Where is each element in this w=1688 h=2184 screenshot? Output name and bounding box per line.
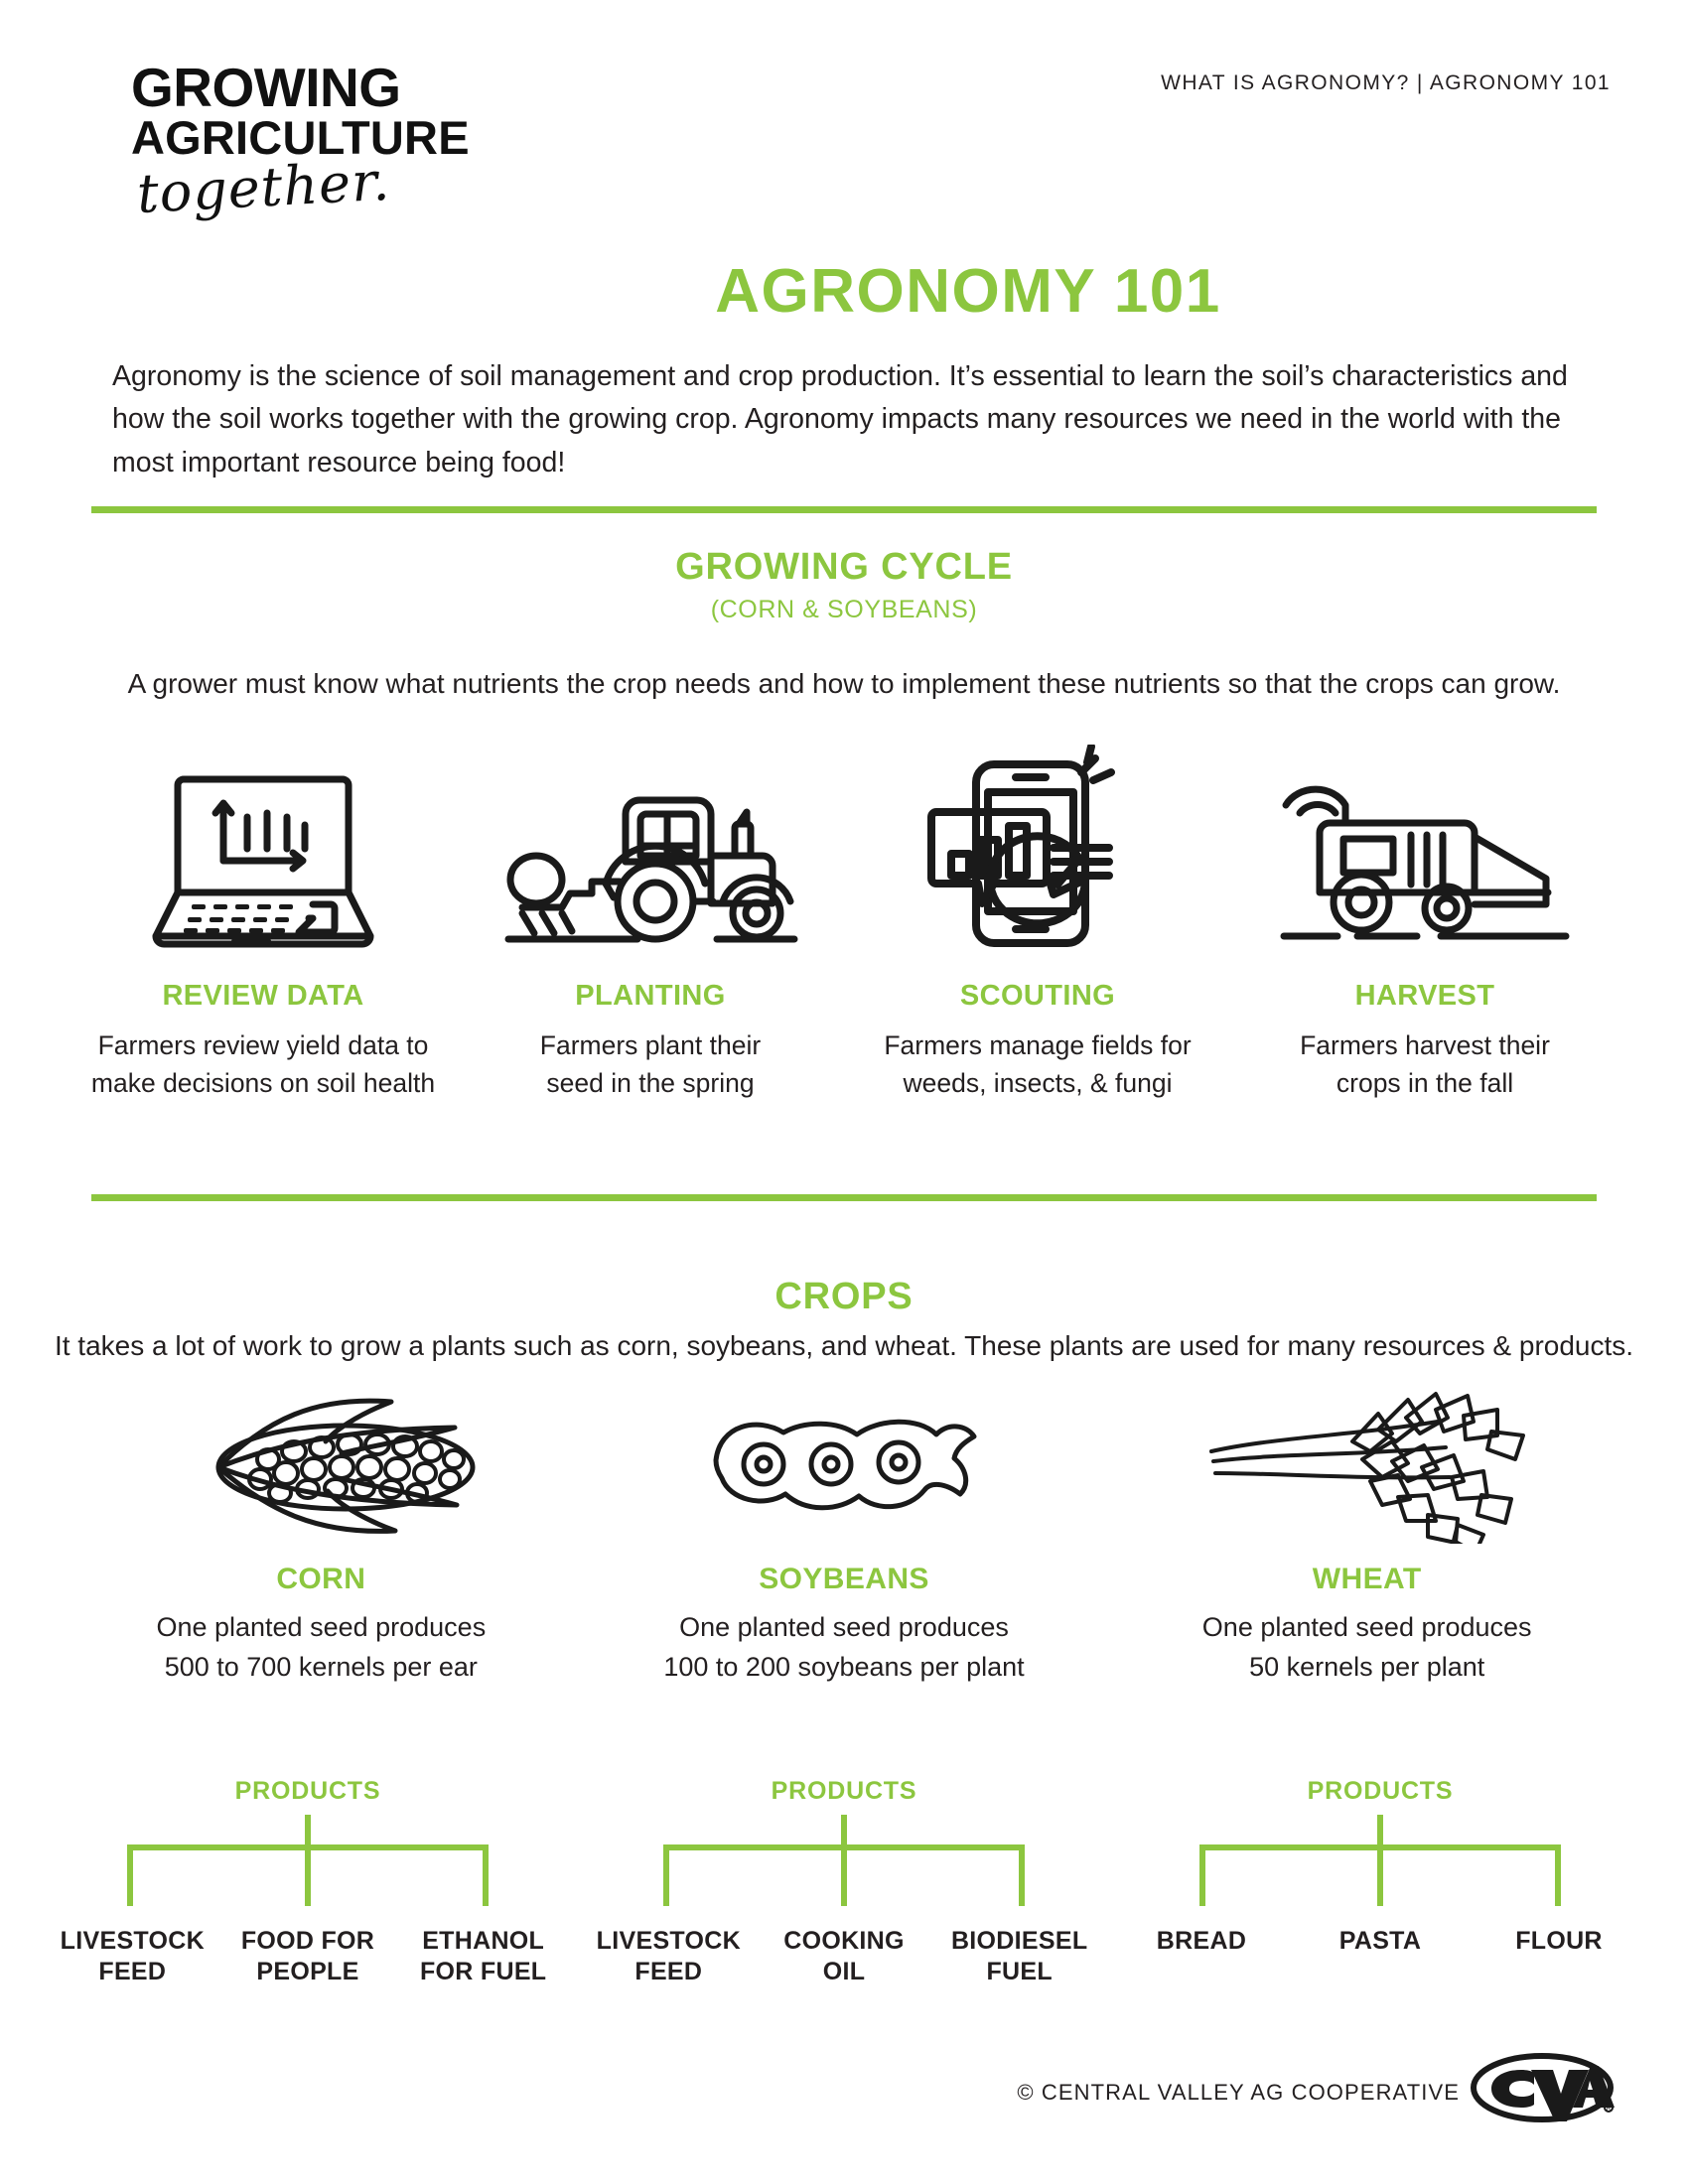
step-description: Farmers plant their seed in the spring: [539, 1030, 762, 1099]
tree-connector-graphic: [1172, 1815, 1589, 1906]
tree-stem: [305, 1815, 311, 1906]
product-label: FLOUR: [1515, 1927, 1603, 1955]
step-harvest: [1231, 725, 1618, 1102]
step-description: Farmers harvest their crops in the fall: [1300, 1030, 1550, 1099]
tree-connector-graphic: [635, 1815, 1053, 1906]
tree-drop-left: [127, 1844, 133, 1906]
brand-script-together: together.: [135, 149, 392, 225]
step-label: SCOUTING: [959, 980, 1116, 1012]
products-title: PRODUCTS: [771, 1777, 917, 1805]
products-tree-soybeans: [576, 1777, 1112, 1988]
growing-cycle-steps: [70, 725, 1618, 1102]
crop-soybeans: [583, 1385, 1106, 1688]
crop-wheat: [1105, 1385, 1628, 1688]
tree-drop-right: [1019, 1844, 1025, 1906]
products-title: PRODUCTS: [1307, 1777, 1454, 1805]
step-description: Farmers review yield data to make decisions on soil health: [90, 1030, 436, 1099]
cva-logo: [1470, 2050, 1618, 2127]
product-label: PASTA: [1338, 1927, 1422, 1955]
product-label: COOKING OIL: [783, 1927, 905, 1986]
tree-drop-right: [483, 1844, 489, 1906]
products-trees: [40, 1777, 1648, 1988]
tree-drop-left: [663, 1844, 669, 1906]
crop-description: One planted seed produces 50 kernels per plant: [1201, 1612, 1532, 1682]
combine-harvester-icon: [1266, 725, 1584, 958]
tree-stem: [841, 1815, 847, 1906]
divider-top: [91, 506, 1597, 513]
page-title: AGRONOMY 101: [715, 257, 1221, 326]
tree-drop-left: [1199, 1844, 1205, 1906]
product-label-row: [1112, 1926, 1648, 1957]
step-label: PLANTING: [575, 980, 726, 1012]
brand-line-1: GROWING: [131, 57, 401, 118]
product-label: BIODIESEL FUEL: [950, 1927, 1088, 1986]
copyright-text: © CENTRAL VALLEY AG COOPERATIVE: [1017, 2080, 1460, 2105]
wheat-stalk-icon: [1203, 1385, 1531, 1549]
step-scouting: [844, 725, 1231, 1102]
crop-name: WHEAT: [1312, 1563, 1422, 1595]
step-description: Farmers manage fields for weeds, insects, & fungi: [884, 1030, 1192, 1099]
crop-name: SOYBEANS: [759, 1563, 929, 1595]
laptop-chart-icon: [144, 725, 382, 958]
brand-line-2: AGRICULTURE: [131, 110, 470, 164]
corn-cob-icon: [157, 1385, 485, 1549]
product-label-row: [581, 1926, 1107, 1988]
crops-heading: CROPS: [774, 1276, 914, 1317]
crops-description: It takes a lot of work to grow a plants such as corn, soybeans, and wheat. These plants are used for many resources & products.: [54, 1330, 1634, 1361]
products-tree-wheat: [1112, 1777, 1648, 1988]
intro-paragraph: Agronomy is the science of soil management and crop production. It’s essential to learn the soil’s characteristics and how the soil works together with the growing crop. Agronomy impacts many resources we need in the world with the most important resource being food!: [112, 360, 1568, 478]
growing-cycle-heading: GROWING CYCLE: [675, 546, 1013, 588]
soybean-pod-icon: [680, 1385, 1008, 1549]
divider-bottom: [91, 1194, 1597, 1201]
step-planting: [457, 725, 844, 1102]
growing-cycle-subheading: (CORN & SOYBEANS): [710, 596, 978, 623]
tree-stem: [1377, 1815, 1383, 1906]
product-label: BREAD: [1156, 1927, 1247, 1955]
products-title: PRODUCTS: [234, 1777, 381, 1805]
crop-name: CORN: [276, 1563, 366, 1595]
tree-connector-graphic: [99, 1815, 516, 1906]
growing-cycle-description: A grower must know what nutrients the crop needs and how to implement these nutrients so that the crops can grow.: [127, 668, 1561, 699]
crop-description: One planted seed produces 500 to 700 kernels per ear: [156, 1612, 487, 1682]
breadcrumb: WHAT IS AGRONOMY? | AGRONOMY 101: [1161, 71, 1611, 94]
crops-row: [60, 1385, 1628, 1688]
brand-logo: [131, 57, 558, 225]
step-review-data: [70, 725, 457, 1102]
tractor-icon: [496, 725, 804, 958]
crop-description: One planted seed produces 100 to 200 soybeans per plant: [663, 1612, 1025, 1682]
product-label: LIVESTOCK FEED: [60, 1927, 205, 1986]
svg-text:R: R: [1606, 2107, 1612, 2113]
product-label: FOOD FOR PEOPLE: [240, 1927, 375, 1986]
product-label-row: [45, 1926, 571, 1988]
step-label: REVIEW DATA: [162, 980, 364, 1012]
product-label: LIVESTOCK FEED: [596, 1927, 741, 1986]
product-label: ETHANOL FOR FUEL: [419, 1927, 547, 1986]
products-tree-corn: [40, 1777, 576, 1988]
tree-crossbar: [127, 1844, 489, 1850]
tree-drop-right: [1555, 1844, 1561, 1906]
crop-corn: [60, 1385, 583, 1688]
phone-scouting-icon: [918, 725, 1157, 958]
tree-crossbar: [663, 1844, 1025, 1850]
tree-crossbar: [1199, 1844, 1561, 1850]
step-label: HARVEST: [1354, 980, 1495, 1012]
